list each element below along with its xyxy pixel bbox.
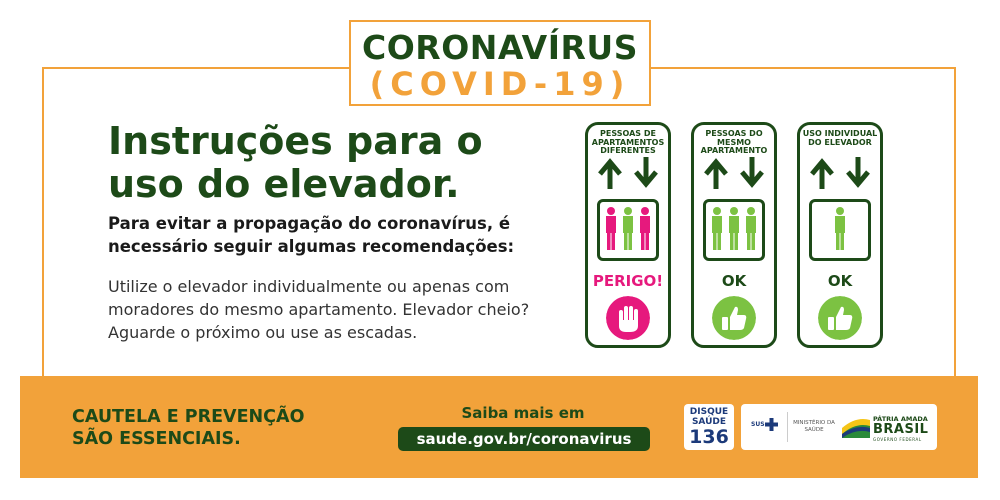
three-people-icon [706,202,762,258]
sus-label: SUS [751,421,765,428]
title-coronavirus: CORONAVÍRUS [362,28,638,67]
website-link[interactable]: saude.gov.br/coronavirus [398,427,650,451]
elevator-icon [703,199,765,261]
body-text: Utilize o elevador individualmente ou apenas com moradores do mesmo apartamento. Elevador cheio? Aguarde o próximo ou use as escadas. [108,277,530,342]
panel-individual-use [797,122,883,348]
slogan-line-1: CAUTELA E PREVENÇÃO [72,407,305,427]
panel-label: USO INDIVIDUAL DO ELEVADOR [802,129,878,147]
thumbs-up-icon [818,296,862,340]
stop-hand-icon [606,296,650,340]
single-person-icon [812,202,868,258]
status-danger: PERIGO! [592,272,664,290]
patria-amada-label: PÁTRIA AMADA [873,415,928,423]
ministry-line-2: SAÚDE [804,427,824,433]
title-covid19: (COVID-19) [369,65,631,103]
three-people-icon [600,202,656,258]
ministry-label [793,420,835,434]
governo-federal-label: GOVERNO FEDERAL [873,437,922,442]
saiba-mais-label: Saiba mais em [461,404,585,422]
status-ok: OK [721,272,747,290]
page-title: Instruções para o uso do elevador. [108,119,483,206]
panel-same-apartment [691,122,777,348]
divider [787,412,788,442]
title-box [349,20,651,106]
panel-label: PESSOAS DO MESMO APARTAMENTO [700,129,768,155]
brazil-flag-icon [842,418,870,438]
slogan-line-2: SÃO ESSENCIAIS. [72,429,241,449]
saude-label: SAÚDE [691,417,727,427]
panel-label: PESSOAS DE APARTAMENTOS DIFERENTES [591,129,665,155]
up-down-arrows-icon [800,155,880,191]
government-logos [741,404,937,450]
status-ok: OK [827,272,853,290]
thumbs-up-icon [712,296,756,340]
slogan [72,406,304,450]
elevator-icon [809,199,871,261]
disque-number: 136 [689,426,729,448]
up-down-arrows-icon [694,155,774,191]
sus-cross-icon [765,418,778,431]
panel-different-apartments [585,122,671,348]
elevator-icon [597,199,659,261]
lead-text: Para evitar a propagação do coronavírus, é necessário seguir algumas recomendações: [108,214,515,256]
ministry-line-1: MINISTÉRIO DA [793,420,835,426]
up-down-arrows-icon [588,155,668,191]
disque-saude-logo [684,404,734,450]
brasil-label: BRASIL [873,422,929,437]
disque-label: DISQUE [689,407,729,417]
